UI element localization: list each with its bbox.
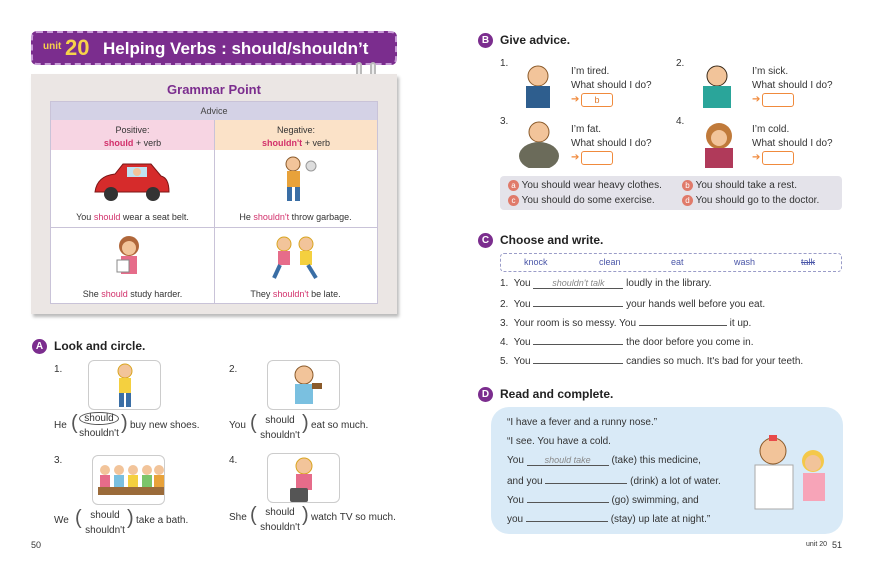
speech-line1: I’m sick. — [752, 66, 789, 77]
option-shouldnt[interactable]: shouldn't — [260, 522, 300, 533]
kids-running-late-image — [266, 234, 326, 282]
dialogue-fill-row: you (stay) up late at night.” — [507, 514, 711, 525]
sick-boy-image — [697, 62, 741, 108]
paren-close: ) — [121, 412, 128, 434]
answer-box[interactable] — [762, 151, 794, 165]
example-he-shouldnt: He shouldn't throw garbage. — [239, 212, 352, 222]
answer-blank[interactable]: should take — [527, 455, 609, 466]
example-she-should: She should study harder. — [82, 289, 183, 299]
speech-line2: What should I do? — [571, 138, 652, 149]
choice-d: d You should go to the doctor. — [682, 195, 819, 206]
dialogue-fill-row: and you (drink) a lot of water. — [507, 476, 721, 487]
footer-unit: unit 20 — [806, 541, 828, 548]
row-divider — [51, 227, 377, 228]
answer-blank[interactable] — [533, 354, 623, 364]
item-rest: eat so much. — [311, 420, 369, 431]
word-clean: clean — [599, 257, 621, 267]
car-seatbelt-image — [91, 162, 171, 204]
item-number: 2. — [676, 58, 685, 69]
item-subject: You — [229, 420, 246, 431]
item-number: 3. — [500, 116, 509, 127]
dialogue-line: “I have a fever and a runny nose.” — [507, 417, 658, 428]
answer-blank[interactable] — [527, 493, 609, 503]
word-bank — [500, 253, 842, 272]
dialogue-fill-row: You should take (take) this medicine, — [507, 455, 701, 466]
arrow-icon: ➔ — [752, 152, 761, 163]
boy-throwing-garbage-image — [271, 154, 321, 204]
dirty-kids-picture — [92, 455, 165, 505]
dialogue-box — [491, 407, 843, 534]
c-item-4: 4. You the door before you come in. — [500, 337, 754, 348]
c-item-3: 3. Your room is so messy. You it up. — [500, 318, 752, 329]
item-number: 1. — [54, 364, 63, 375]
positive-header — [51, 120, 214, 150]
option-should[interactable]: should — [90, 510, 120, 521]
negative-header — [214, 120, 377, 150]
section-c-badge: C — [478, 233, 493, 248]
answer-box[interactable] — [762, 93, 794, 107]
section-d-badge: D — [478, 387, 493, 402]
speech-line2: What should I do? — [752, 138, 833, 149]
option-should-circled[interactable]: should — [77, 413, 121, 424]
arrow-icon: ➔ — [571, 94, 580, 105]
speech-line1: I’m tired. — [571, 66, 610, 77]
c-item-2: 2. You your hands well before you eat. — [500, 299, 766, 310]
speech-line2: What should I do? — [752, 80, 833, 91]
paren-close: ) — [302, 412, 309, 434]
page-number-left: 50 — [31, 540, 42, 550]
option-shouldnt[interactable]: shouldn't — [79, 428, 119, 439]
boy-eating-picture — [267, 360, 340, 410]
answer-blank[interactable] — [639, 316, 727, 326]
section-c-title: Choose and write. — [500, 233, 604, 247]
section-d-title: Read and complete. — [500, 387, 614, 401]
answer-box[interactable] — [581, 151, 613, 165]
girl-studying-image — [113, 234, 149, 282]
paren-open: ( — [75, 507, 82, 529]
unit-number: 20 — [65, 35, 90, 60]
cold-girl-image — [697, 120, 741, 168]
positive-formula: should + verb — [103, 138, 162, 148]
word-eat: eat — [671, 257, 684, 267]
word-talk-crossed: talk — [801, 257, 816, 267]
speech-line1: I’m cold. — [752, 124, 790, 135]
speech-line1: I’m fat. — [571, 124, 602, 135]
answer-blank[interactable] — [545, 474, 627, 484]
grammar-table — [50, 101, 378, 304]
page-number-right: 51 — [832, 540, 843, 550]
fat-man-image — [516, 118, 562, 168]
section-a-title: Look and circle. — [54, 339, 146, 353]
c-item-5: 5. You candies so much. It's bad for your teeth. — [500, 356, 804, 367]
section-b-title: Give advice. — [500, 33, 571, 47]
section-a-badge: A — [32, 339, 47, 354]
arrow-icon: ➔ — [752, 94, 761, 105]
choice-b: b You should take a rest. — [682, 180, 797, 191]
paren-open: ( — [250, 412, 257, 434]
item-rest: watch TV so much. — [311, 512, 396, 523]
answer-blank[interactable] — [533, 297, 623, 307]
paren-close: ) — [127, 507, 134, 529]
paren-open: ( — [250, 504, 257, 526]
advice-header: Advice — [51, 102, 377, 120]
dialogue-line: “I see. You have a cold. — [507, 436, 611, 447]
option-should[interactable]: should — [265, 507, 295, 518]
answer-blank[interactable] — [533, 335, 623, 345]
c-item-1: 1. You shouldn't talk loudly in the library. — [500, 278, 712, 289]
word-knock: knock — [524, 257, 548, 267]
advice-choices — [500, 176, 842, 210]
doctor-and-girl-image — [743, 431, 839, 521]
option-shouldnt[interactable]: shouldn't — [85, 525, 125, 536]
example-they-shouldnt: They shouldn't be late. — [250, 289, 341, 299]
paren-open: ( — [71, 412, 78, 434]
option-should[interactable]: should — [265, 415, 295, 426]
item-number: 2. — [229, 364, 238, 375]
item-number: 1. — [500, 58, 509, 69]
positive-label: Positive: — [115, 125, 150, 135]
item-subject: She — [229, 512, 247, 523]
choice-a: a You should wear heavy clothes. — [508, 180, 662, 191]
item-rest: buy new shoes. — [130, 420, 200, 431]
answer-box[interactable]: b — [581, 93, 613, 107]
girl-tv-picture — [267, 453, 340, 503]
boy-shoes-picture — [88, 360, 161, 410]
grammar-point-title: Grammar Point — [167, 82, 261, 97]
arrow-icon: ➔ — [571, 152, 580, 163]
item-number: 4. — [229, 455, 238, 466]
item-number: 4. — [676, 116, 685, 127]
negative-formula: shouldn't + verb — [262, 138, 330, 148]
dialogue-fill-row: You (go) swimming, and — [507, 495, 699, 506]
item-subject: He — [54, 420, 67, 431]
grammar-point-box — [31, 74, 397, 314]
word-wash: wash — [734, 257, 756, 267]
example-you-should: You should wear a seat belt. — [76, 212, 189, 222]
unit-banner — [31, 31, 397, 65]
choice-c: c You should do some exercise. — [508, 195, 655, 206]
speech-line2: What should I do? — [571, 80, 652, 91]
tired-boy-image — [518, 62, 558, 108]
option-shouldnt[interactable]: shouldn't — [260, 430, 300, 441]
item-number: 3. — [54, 455, 63, 466]
unit-title: Helping Verbs : should/shouldn’t — [103, 39, 369, 58]
item-rest: take a bath. — [136, 515, 189, 526]
answer-blank[interactable]: shouldn't talk — [533, 278, 623, 289]
answer-blank[interactable] — [526, 512, 608, 522]
paren-close: ) — [302, 504, 309, 526]
item-subject: We — [54, 515, 69, 526]
section-b-badge: B — [478, 33, 493, 48]
negative-label: Negative: — [276, 125, 316, 135]
unit-label: unit — [43, 41, 62, 52]
